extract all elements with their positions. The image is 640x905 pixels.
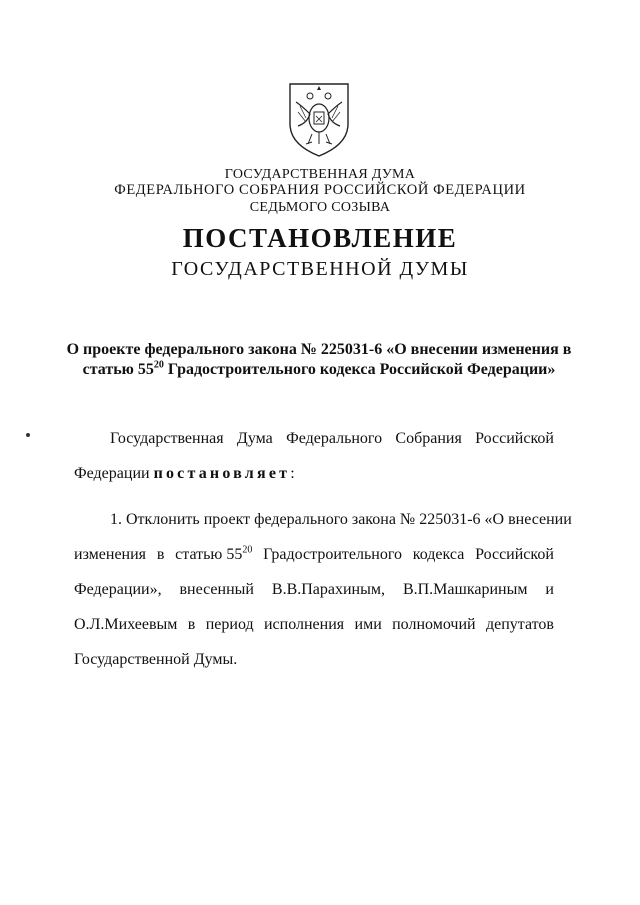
document-title: ПОСТАНОВЛЕНИЕ xyxy=(182,223,458,253)
item1-superscript: 20 xyxy=(242,544,253,556)
item1-word: Российской xyxy=(475,546,554,563)
item1-line-4 xyxy=(74,616,554,634)
coat-of-arms-emblem xyxy=(284,80,354,158)
intro-word: Федерального xyxy=(286,430,383,447)
intro-text: Федерации xyxy=(74,465,154,482)
item1-line-5 xyxy=(74,651,554,669)
item1-word: В.В.Парахиным, xyxy=(271,581,385,598)
item1-word: в xyxy=(187,616,196,633)
margin-dot xyxy=(26,433,30,437)
item1-word-part: статью 55 xyxy=(175,546,243,563)
resolves-word: постановляет xyxy=(153,465,291,482)
subject-superscript: 20 xyxy=(153,359,164,371)
header-line-2: ФЕДЕРАЛЬНОГО СОБРАНИЯ РОССИЙСКОЙ ФЕДЕРАЦИИ xyxy=(114,182,526,198)
item1-word: депутатов xyxy=(485,616,554,633)
item1-word: Градостроительного xyxy=(263,546,402,563)
item1-word: и xyxy=(545,581,554,598)
item1-word xyxy=(175,546,252,564)
item1-word: полномочий xyxy=(392,616,476,633)
item1-word: В.П.Машкариным xyxy=(402,581,528,598)
item1-word: внесенный xyxy=(179,581,254,598)
item1-text: 1. Отклонить проект федерального закона № 225031-6 «О внесении xyxy=(110,511,572,528)
header-line-1: ГОСУДАРСТВЕННАЯ ДУМА xyxy=(224,167,416,182)
item1-word: кодекса xyxy=(412,546,465,563)
intro-colon: : xyxy=(290,465,295,482)
header-line-3: СЕДЬМОГО СОЗЫВА xyxy=(249,200,391,215)
item1-word: в xyxy=(156,546,165,563)
item1-line-1 xyxy=(110,511,572,529)
item1-line-3 xyxy=(74,581,554,599)
subject-text-b: Градостроительного кодекса Российской Федерации» xyxy=(163,361,556,378)
item1-word: исполнения xyxy=(263,616,345,633)
item1-word: Федерации», xyxy=(74,581,162,598)
intro-line-1 xyxy=(110,430,554,448)
subject-line-1: О проекте федерального закона № 225031-6 «О внесении изменения в xyxy=(66,341,572,358)
intro-line-2 xyxy=(74,465,554,483)
subject-line-2 xyxy=(60,360,578,380)
item1-word: период xyxy=(205,616,254,633)
intro-word: Собрания xyxy=(395,430,462,447)
subject-text-a: статью 55 xyxy=(82,361,154,378)
intro-word: Государственная xyxy=(110,430,224,447)
item1-text: Государственной Думы. xyxy=(74,651,238,668)
item1-word: ими xyxy=(354,616,382,633)
document-subtitle: ГОСУДАРСТВЕННОЙ ДУМЫ xyxy=(171,258,469,280)
document-subject xyxy=(60,340,578,380)
item1-word: изменения xyxy=(74,546,147,563)
item1-line-2 xyxy=(74,546,554,564)
intro-word: Дума xyxy=(236,430,273,447)
intro-word: Российской xyxy=(475,430,554,447)
item1-word: О.Л.Михеевым xyxy=(74,616,178,633)
